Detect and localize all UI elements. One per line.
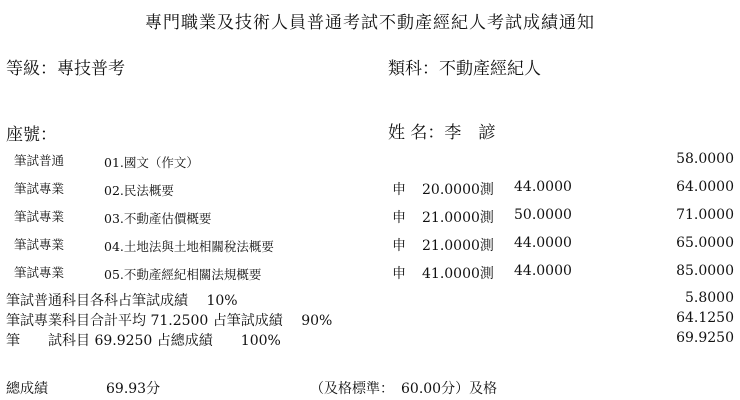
category-field: [388, 54, 541, 79]
subject-mark: 申: [392, 210, 406, 226]
subject-mark: 申: [392, 266, 406, 282]
subject-type: 筆試專業: [14, 237, 65, 252]
name-label: 姓 名：: [388, 123, 445, 143]
subject-score-a: 21.0000測: [422, 210, 494, 226]
subject-final-score: 58.0000: [676, 151, 734, 167]
grade-label: 等級：: [6, 59, 57, 79]
subject-score-a: 41.0000測: [422, 266, 494, 282]
subject-name: 05.不動產經紀相關法規概要: [104, 267, 262, 282]
grade-field: [6, 54, 125, 79]
subject-name: 04.土地法與土地相關稅法概要: [104, 239, 274, 254]
name-value: 李 諺: [444, 123, 496, 143]
total-label: 總成績: [6, 381, 48, 397]
page-title: 專門職業及技術人員普通考試不動產經紀人考試成績通知: [145, 13, 595, 33]
name-field: [388, 118, 495, 143]
category-label: 類科：: [388, 59, 439, 79]
subject-name: 02.民法概要: [104, 183, 174, 198]
subject-score-a: 21.0000測: [422, 238, 494, 254]
summary-value: 5.8000: [685, 290, 734, 306]
subject-final-score: 65.0000: [676, 235, 734, 251]
subject-final-score: 71.0000: [676, 207, 734, 223]
subject-score-b: 50.0000: [514, 207, 572, 223]
subject-mark: 申: [392, 238, 406, 254]
subject-type: 筆試專業: [14, 265, 65, 280]
category-value: 不動產經紀人: [439, 59, 541, 79]
subject-type: 筆試專業: [14, 209, 65, 224]
pass-standard: （及格標準： 60.00分）及格: [310, 381, 498, 397]
summary-value: 64.1250: [676, 310, 734, 326]
summary-text: 筆試普通科目各科占筆試成績 10%: [6, 293, 238, 309]
total-value: 69.93分: [106, 381, 161, 397]
subject-type: 筆試專業: [14, 181, 65, 196]
subject-final-score: 64.0000: [676, 179, 734, 195]
subject-type: 筆試普通: [14, 153, 65, 168]
subject-name: 03.不動產估價概要: [104, 211, 212, 226]
summary-value: 69.9250: [676, 330, 734, 346]
subject-name: 01.國文（作文）: [104, 155, 199, 170]
subject-final-score: 85.0000: [676, 263, 734, 279]
subject-mark: 申: [392, 182, 406, 198]
subject-score-b: 44.0000: [514, 235, 572, 251]
summary-text: 筆試專業科目合計平均 71.2500 占筆試成績 90%: [6, 313, 333, 329]
subject-score-b: 44.0000: [514, 179, 572, 195]
subject-score-a: 20.0000測: [422, 182, 494, 198]
seat-label: 座號：: [6, 125, 57, 145]
subject-score-b: 44.0000: [514, 263, 572, 279]
summary-text: 筆 試科目 69.9250 占總成績 100%: [6, 333, 281, 349]
grade-value: 專技普考: [57, 59, 125, 79]
